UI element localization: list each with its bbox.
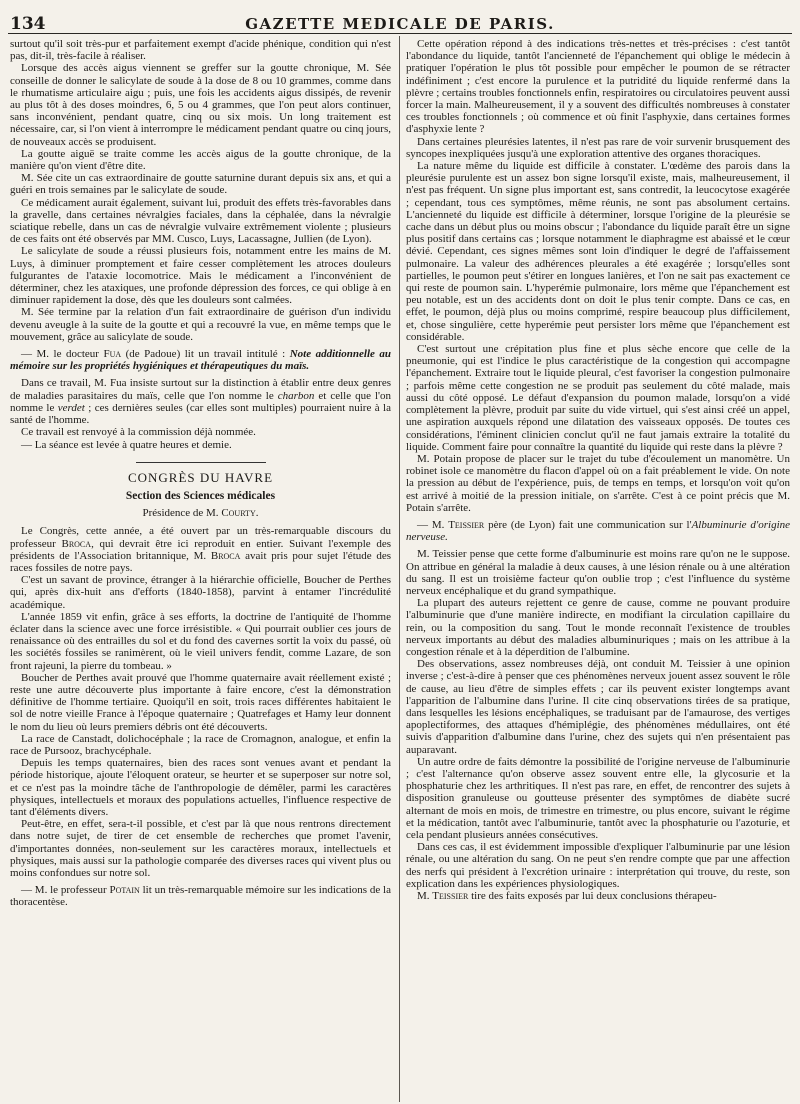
paragraph: Peut-être, en effet, sera-t-il possible, et c'est par là que nous rentrons directement dans notre sujet, de tirer de cet ensemble de recherches que promet l'avenir, d'importantes données, non-seulement sur les caractères moraux, intellectuels et physiques, mais aussi sur la pathologie comparée des diverses races qui vivent plus ou moins confondues sur notre sol.: [10, 818, 391, 879]
paragraph: Cette opération répond à des indications très-nettes et très-précises : c'est tantôt l'abondance du liquide, tantôt l'ancienneté de l'épanchement qui oblige le médecin à pratiquer l'opération le plus tôt possible pour empêcher le poumon de se rétracter indéfiniment ; c'est encore la purulence et la putridité du liquide renfermé dans la plèvre ; certains troubles fonctionnels enfin, respiratoires ou circulatoires peuvent aussi forcer la main. Malheureusement, il y a souvent des difficultés nombreuses à constater ces troubles fonctionnels ; où commence et où finit l'asphyxie, dans certaines formes d'asphyxie lente ?: [406, 38, 790, 136]
text-run: , qui devrait être ici reproduit en entier. Suivant l'exemple des présidents de l'Association britannique, M.: [10, 537, 391, 562]
paragraph: [10, 525, 391, 574]
person-name: Teissier: [432, 890, 469, 903]
presidency-line: [10, 507, 391, 519]
text-run: (de Padoue) lit un travail intitulé :: [121, 348, 290, 361]
text-run: — M. le docteur: [21, 348, 104, 361]
paragraph: L'année 1859 vit enfin, grâce à ses efforts, la doctrine de l'antiquité de l'homme éclater dans la science avec une force irrésistible. « Qui pourrait oublier ces jours de renaissance où des entrailles du sol et du fond des cavernes sortit la voix du passé, où les sociétés fossiles se ranimèrent, où le vieil univers fendit, comme Lazare, de son front rajeuni, la pierre du tombeau. »: [10, 610, 391, 672]
paragraph: [10, 377, 391, 426]
paragraph: Dans ces cas, il est évidemment impossible d'expliquer l'albuminurie par une lésion rénale, ou une altération du sang. On ne peut s'en rendre compte que par une affection des nerfs qui président à l'excrétion urinaire : interprétation qui trouve, du reste, son explication dans les expériences physiologiques.: [406, 841, 790, 890]
paragraph: M. Potain propose de placer sur le trajet du tube d'écoulement un manomètre. Un robinet isole ce manomètre du flacon d'appel où on a fait préablement le vide. On note la pression au début de l'expérience, puis, de temps en temps, et lorsqu'on voit qu'on est arrivé à moitié de la pression initiale, on s'arrête. C'est à ce point précis que M. Potain s'arrête.: [406, 452, 790, 514]
text-run: ; ces dernières seules (car elles sont multiples) pourraient nuire à la santé de l'homme.: [10, 401, 391, 427]
paragraph: C'est un savant de province, étranger à la hiérarchie officielle, Boucher de Perthes qui, après dix-huit ans d'efforts (1840-1858), parvint à entamer l'incrédulité académique.: [10, 574, 391, 611]
paragraph: Ce travail est renvoyé à la commission déjà nommée.: [21, 426, 256, 439]
paragraph: Le salicylate de soude a réussi plusieurs fois, notamment entre les mains de M. Luys, à diminuer promptement et faire cesser complètement les atroces douleurs fulgurantes de l'ataxie locomotrice. Mais le médicament a l'inconvénient de déterminer, chez les ataxiques, une profonde dépression des forces, ce qui oblige à en diminuer rapidement la dose, dès que les douleurs sont calmées.: [10, 245, 391, 307]
paragraph: La goutte aiguë se traite comme les accès aigus de la goutte chronique, de la manière qu'on vient d'être dite.: [10, 147, 391, 173]
paragraph-potain: [10, 884, 391, 908]
congress-heading: CONGRÈS DU HAVRE: [127, 469, 274, 485]
text-run: lit un très-remarquable mémoire sur les indications de la thoracentèse.: [10, 884, 391, 909]
president-name: Courty: [221, 507, 256, 520]
text-run: Le Congrès, cette année, a été ouvert par un très-remarquable discours du professeur: [10, 525, 391, 550]
paragraph: Lorsque des accès aigus viennent se greffer sur la goutte chronique, M. Sée conseille de donner le salicylate de soude à la dose de 8 ou 10 grammes, comme dans le rhumatisme articulaire aigu ; puis, une fois les accidents aigus dissipés, de revenir au plus tôt à des doses moindres, 6, 5 ou 4 grammes, que l'on peut alors continuer, sans inconvénient, pendant quatre, cinq ou six mois. Un long traitement est nécessaire, car, si l'on vient à interrompre le médicament pendant quatre ou cinq jours, de nouveaux accès se produisent.: [10, 62, 391, 148]
column-divider: [399, 36, 400, 1102]
section-heading: Section des Sciences médicales: [125, 489, 276, 502]
paragraph: M. Sée cite un cas extraordinaire de goutte saturnine durant depuis six ans, et qui a guéri en trois semaines par le salicylate de soude.: [10, 172, 391, 197]
author-name: Fua: [103, 348, 122, 361]
paragraph: Un autre ordre de faits démontre la possibilité de l'origine nerveuse de l'albuminurie ; c'est l'alternance qu'on observe assez souvent entre elle, la glycosurie et la phosphaturie chez les arthritiques. Il n'est pas rare, en effet, de rencontrer des sujets à disposition granuleuse ou goutteuse présenter des symptômes de diabète sucré alternant de mois en mois, de trimestre en trimestre, ou plus encore, suivant le régime et la médication, tantôt avec l'albuminurie, tantôt avec la phosphaturie ou l'azoturie, et cela pendant plusieurs années consécutives.: [406, 755, 790, 841]
section-rule: [136, 462, 266, 463]
text-run: .: [255, 507, 259, 520]
paragraph: La nature même du liquide est difficile à constater. L'œdème des parois dans la pleurésie purulente est un assez bon signe lorsqu'il existe, mais, malheureusement, il n'est pas fréquent. Un signe plus important est, sans contredit, la leucocytose exagérée ; cependant, tous ces symptômes, même réunis, ne sont pas absolument certains. L'ancienneté du liquide est difficile à déterminer, lorsque l'origine de la pleurésie se cache dans un début plus ou moins obscur ; l'abondance du liquide paraît être un signe plus positif dans certains cas ; lorsque notamment le diaphragme est abaissé et le cœur dévié. Cependant, ces signes mêmes sont loin d'indiquer le degré de l'affaissement pulmonaire. La valeur des adhérences pleurales a été exagérée ; lorsqu'elles sont partielles, le poumon peut s'étirer en longues lanières, et l'on ne sait pas exactement ce qui reste de poumon sain. L'hyperémie pulmonaire, lors même que l'épanchement est peu notable, est un des accidents dont on doit le plus tenir compte. Dans ce cas, en effet, le poumon, déjà plus ou moins comprimé, respire beaucoup plus difficilement, et, chose singulière, cette hyperémie peut persister lors même que l'épanchement est considérable.: [406, 160, 790, 343]
paragraph: Ce médicament aurait également, suivant lui, produit des effets très-favorables dans la gravelle, dans certaines névralgies faciales, dans la céphalée, dans la névralgie sciatique rebelle, dans un cas de névralgie vulvaire extrêmement violente ; plusieurs de ces faits ont été observés par MM. Cusco, Luys, Lacassagne, Jullien (de Lyon).: [10, 196, 391, 246]
paragraph: La plupart des auteurs rejettent ce genre de cause, comme ne pouvant produire l'albuminurie que d'une manière indirecte, en modifiant la circulation capillaire du rein, ou la composition du sang. Tout le monde reconnaît l'existence de troubles nerveux importants au début des maladies albuminuriques ; mais on les attribue à la congestion rénale et à la déperdition de l'albumine.: [406, 597, 790, 658]
person-name: Broca: [61, 537, 92, 550]
person-name: Teissier: [448, 518, 485, 531]
paragraph: — La séance est levée à quatre heures et demie.: [21, 438, 232, 451]
person-name: Potain: [109, 884, 140, 897]
work-title: Note additionnelle au mémoire sur les propriétés hygiéniques et thérapeutiques du maïs.: [10, 348, 391, 373]
paragraph: Boucher de Perthes avait prouvé que l'homme quaternaire avait réellement existé ; reste une autre découverte plus importante à faire encore, c'est la démonstration définitive de l'homme tertiaire. Quoiqu'il en soit, trois races différentes habitaient le sol de notre vieille France à l'époque quaternaire ; Quatrefages et Hamy leur donnent le nom du lieu où leurs premiers débris ont été découverts.: [10, 671, 391, 733]
text-run: et celle que l'on nomme le: [10, 389, 391, 414]
journal-title: GAZETTE MEDICALE DE PARIS.: [245, 15, 555, 33]
right-column: [406, 38, 790, 902]
paragraph: Des observations, assez nombreuses déjà, ont conduit M. Teissier à une opinion inverse ; c'est-à-dire à penser que ces phénomènes nerveux jouent assez souvent le rôle de cause, au lieu d'être de simples effets ; car ils peuvent exister longtemps avant l'apparition de l'albumine dans l'urine. Il cite cinq observations tirées de sa pratique, dans lesquelles les lésions encéphaliques, se traduisant par de l'amaurose, des vertiges apoplectiformes, des attaques d'hémiplégie, des phénomènes médullaires, ont été suivis d'apparition d'albumine dans l'urine, chez des sujets qui n'en présentaient pas auparavant.: [406, 658, 790, 756]
term: verdet: [57, 401, 85, 414]
paragraph: Depuis les temps quaternaires, bien des races sont venues avant et pendant la période historique, ajoute l'éloquent orateur, se heurter et se superposer sur notre sol, et ce n'est pas la moindre tâche de l'anthropologie de démêler, parmi les caractères physiques, intellectuels et moraux des populations actuelles, l'influence respective de tant d'éléments divers.: [10, 757, 391, 818]
text-run: avait pris pour sujet l'étude des races fossiles de notre pays.: [10, 549, 391, 574]
text-run: Présidence de M.: [142, 507, 222, 520]
text-run: — M.: [417, 518, 449, 531]
text-run: père (de Lyon) fait une communication sur l': [484, 518, 692, 531]
left-column: [10, 38, 391, 909]
paragraph: M. Sée termine par la relation d'un fait extraordinaire de guérison d'un individu devenu aveugle à la suite de la goutte et qui a recouvré la vue, en même temps que le mouvement, grâce au salicylate de soude.: [10, 306, 391, 343]
paragraph-teissier: [406, 519, 790, 543]
communication-title: Albuminurie d'origine nerveuse.: [406, 518, 791, 544]
header-rule: [8, 33, 792, 34]
paragraph-fua: [10, 348, 391, 372]
paragraph: Dans certaines pleurésies latentes, il n'est pas rare de voir survenir brusquement des syncopes inexpliquées jusqu'à une exploration attentive des organes thoraciques.: [406, 135, 790, 160]
text-run: Dans ce travail, M. Fua insiste surtout sur la distinction à établir entre deux genres de maladies parasitaires du maïs, celle que l'on nomme le: [10, 377, 391, 402]
paragraph: [406, 890, 790, 902]
paragraph: La race de Canstadt, dolichocéphale ; la race de Cromagnon, analogue, et enfin la race de Pursooz, brachycéphale.: [10, 732, 391, 757]
paragraph: M. Teissier pense que cette forme d'albuminurie est moins rare qu'on ne le suppose. On attribue en général la maladie à deux causes, à une lésion rénale ou à une altération du sang. Il est un troisième facteur qu'on oublie trop ; c'est l'influence du système nerveux encéphalique et du grand sympathique.: [406, 548, 790, 597]
page-number: 134: [10, 14, 46, 34]
paragraph: C'est surtout une crépitation plus fine et plus sèche encore que celle de la pneumonie, qui est l'indice le plus caractéristique de la congestion qui accompagne l'épanchement. Extraire tout le liquide pleural, c'est favoriser la congestion pulmonaire ; parfois même cette congestion ne se produit pas seulement du côté malade, mais aussi du côté opposé. Le défaut d'expansion du poumon malade, lorsqu'on a vidé complètement la plèvre, produit par suite du vide virtuel, qui s'est ainsi créé un appel, une aspiration auxquels répond une dilatation des vaisseaux opposés. De toutes ces considérations, l'éminent clinicien conclut qu'il ne faut jamais extraire la totalité du liquide. Comment faire pour connaître la quantité du liquide qui reste dans la plèvre ?: [406, 343, 790, 453]
person-name: Broca: [210, 549, 241, 562]
page-header: [0, 0, 800, 34]
text-run: — M. le professeur: [21, 884, 110, 897]
text-run: M.: [417, 890, 433, 903]
term: charbon: [277, 389, 315, 402]
paragraph: surtout qu'il soit très-pur et parfaitement exempt d'acide phénique, condition qui n'est pas, dit-il, très-facile à réaliser.: [10, 38, 391, 63]
text-run: tire des faits exposés par lui deux conclusions thérapeu-: [468, 890, 717, 903]
